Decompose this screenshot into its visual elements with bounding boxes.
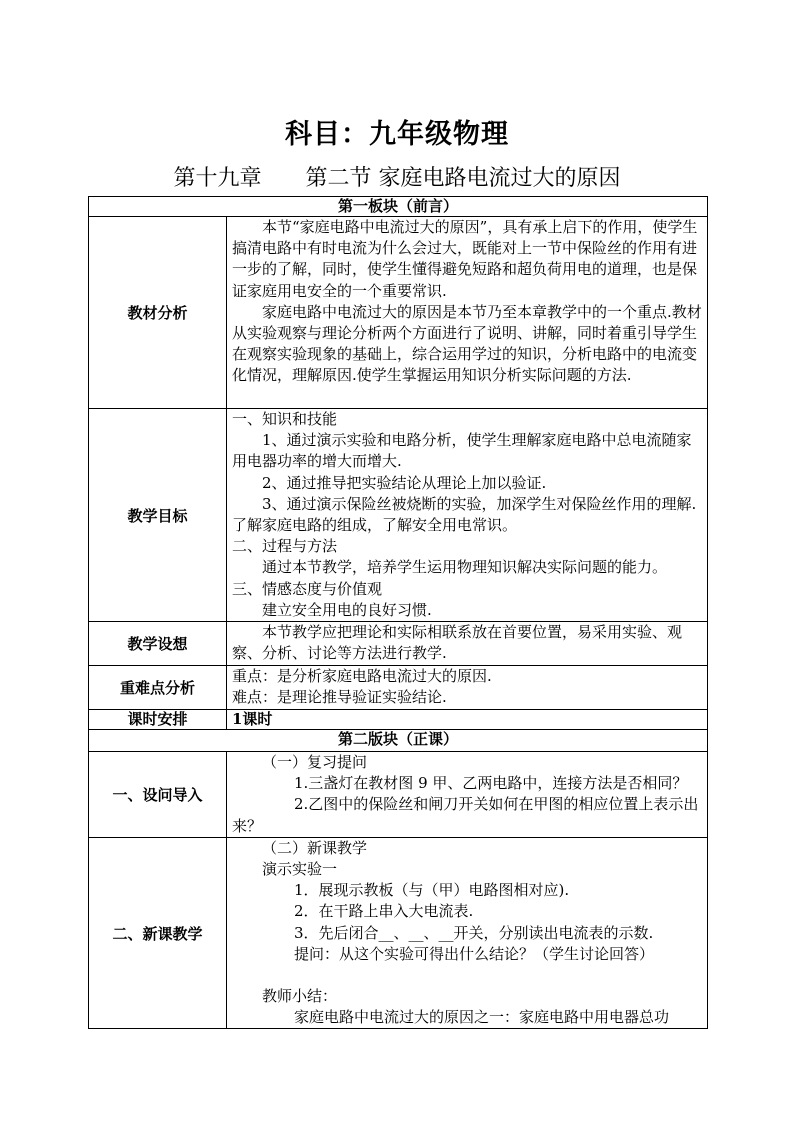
blank-line — [232, 965, 705, 986]
goal-item: 建立安全用电的良好习惯. — [262, 600, 432, 619]
heading-attitude: 三、情感态度与价值观 — [232, 579, 383, 598]
row-content-newlesson — [227, 837, 708, 1029]
goal-item: 3、通过演示保险丝被烧断的实验，加深学生对保险丝作用的理解. 了解家庭电路的组成，了解安全用电常识。 — [232, 494, 697, 535]
experiment-title: 演示实验一 — [262, 860, 338, 879]
step-item: 2．在干路上串入大电流表. — [294, 902, 474, 921]
section-header-main: 第二版块（正课） — [89, 730, 708, 752]
row-label-intro: 一、设问导入 — [89, 752, 227, 838]
table-row — [89, 837, 708, 1029]
table-row — [89, 622, 708, 666]
table-row — [89, 217, 708, 409]
paragraph: 家庭电路中电流过大的原因是本节乃至本章教学中的一个重点.教材从实验观察与理论分析两个方面进行了说明、讲解，同时着重引导学生在观察实验现象的基础上，综合运用学过的知识，分析电路中的电流变化情况，理解原因.使学生掌握运用知识分析实际问题的方法. — [232, 302, 702, 385]
difficult-point: 难点：是理论推导验证实验结论. — [232, 688, 447, 707]
page-title: 科目：九年级物理 — [285, 119, 509, 150]
subheading: （二）新课教学 — [262, 838, 368, 857]
row-content-schedule: 1课时 — [227, 710, 708, 730]
teacher-summary-label: 教师小结： — [262, 987, 338, 1006]
row-label-keypoints: 重难点分析 — [89, 666, 227, 710]
goal-item: 2、通过推导把实验结论从理论上加以验证. — [262, 473, 547, 492]
row-label-newlesson: 二、新课教学 — [89, 837, 227, 1029]
section-header-row — [89, 197, 708, 217]
goal-item: 通过本节教学，培养学生运用物理知识解决实际问题的能力。 — [262, 558, 668, 577]
summary-text: 家庭电路中电流过大的原因之一：家庭电路中用电器总功 — [294, 1008, 670, 1027]
question-item: 1.三盏灯在教材图 9 甲、乙两电路中，连接方法是否相同？ — [294, 774, 688, 793]
question-prompt: 提问：从这个实验可得出什么结论？（学生讨论回答） — [294, 944, 655, 963]
row-content-design — [227, 622, 708, 666]
section-header-preface: 第一板块（前言） — [89, 197, 708, 217]
row-label-goals: 教学目标 — [89, 409, 227, 622]
row-content-intro — [227, 752, 708, 838]
heading-knowledge: 一、知识和技能 — [232, 410, 338, 428]
table-row — [89, 409, 708, 622]
paragraph: 本节教学应把理论和实际相联系放在首要位置，易采用实验、观察、分析、讨论等方法进行教学. — [232, 623, 683, 663]
lesson-plan-table — [88, 196, 708, 1029]
table-row — [89, 710, 708, 730]
table-row — [89, 752, 708, 838]
section-header-row — [89, 730, 708, 752]
table-row — [89, 666, 708, 710]
subheading: （一）复习提问 — [262, 753, 368, 772]
key-point: 重点：是分析家庭电路电流过大的原因. — [232, 667, 492, 686]
row-label-materials: 教材分析 — [89, 217, 227, 409]
step-item: 3．先后闭合__、__、__开关，分别读出电流表的示数. — [294, 923, 654, 942]
question-item: 2.乙图中的保险丝和闸刀开关如何在甲图的相应位置上表示出来？ — [232, 795, 699, 835]
paragraph: 本节“家庭电路中电流过大的原因”，具有承上启下的作用，使学生搞清电路中有时电流为什么会过大，既能对上一节中保险丝的作用有进一步的了解，同时，使学生懂得避免短路和超负荷用电的道理，也是保证家庭用电安全的一个重要常识. — [232, 218, 698, 300]
row-label-design: 教学设想 — [89, 622, 227, 666]
step-item: 1．展现示教板（与（甲）电路图相对应). — [294, 881, 570, 900]
row-content-goals — [227, 409, 708, 622]
row-content-materials — [227, 217, 708, 409]
page-subtitle: 第十九章 第二节 家庭电路电流过大的原因 — [173, 166, 621, 191]
goal-item: 1、通过演示实验和电路分析，使学生理解家庭电路中总电流随家用电器功率的增大而增大. — [232, 431, 692, 471]
row-label-schedule: 课时安排 — [89, 710, 227, 730]
heading-process: 二、过程与方法 — [232, 537, 338, 556]
row-content-keypoints — [227, 666, 708, 710]
